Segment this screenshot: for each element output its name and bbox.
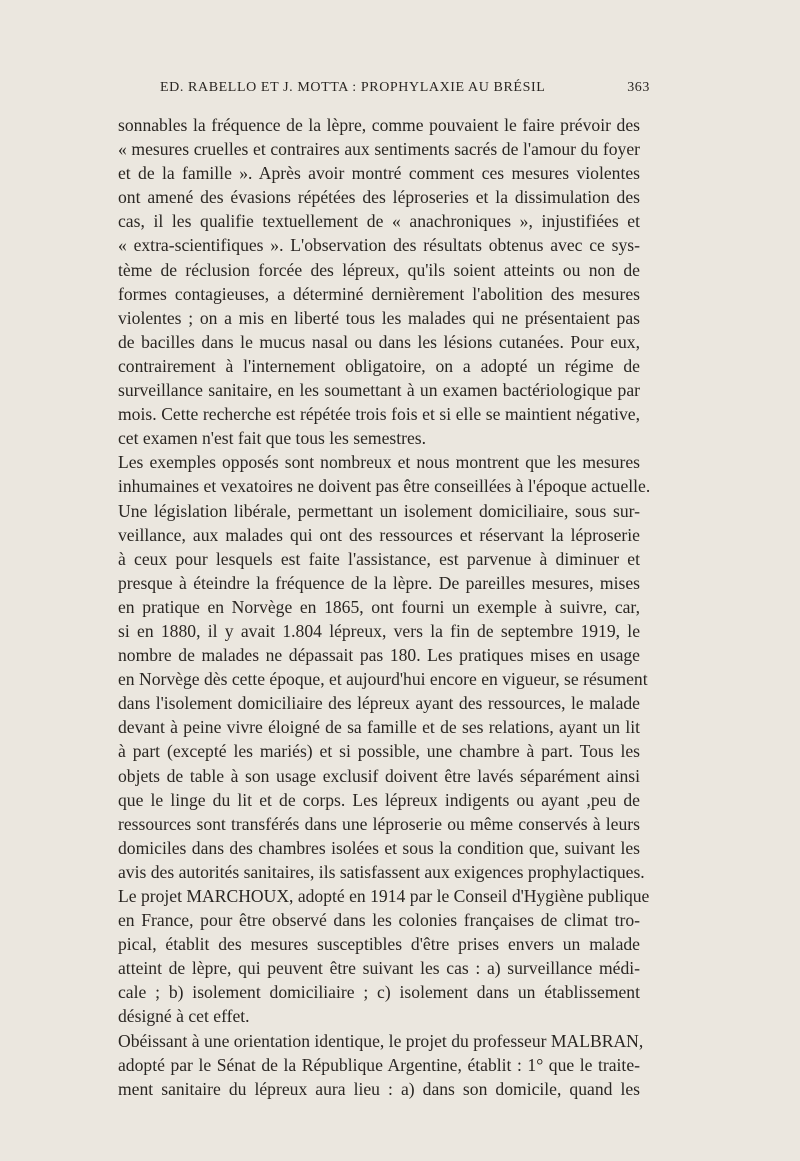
text-line: cet examen n'est fait que tous les semestres. — [118, 428, 427, 449]
text-line: ment sanitaire du lépreux aura lieu : a) dans son domicile, quand les — [118, 1078, 640, 1099]
text-line: sonnables la fréquence de la lèpre, comme pouvaient le faire prévoir des — [118, 115, 640, 135]
text-line: « extra-scientifiques ». L'observation des résultats obtenus avec ce sys- — [118, 235, 640, 256]
page-number: 363 — [627, 80, 650, 95]
text-line: contrairement à l'internement obligatoire, on a adopté un régime de — [118, 355, 640, 376]
text-line: en pratique en Norvège en 1865, ont fourni un exemple à suivre, car, — [118, 596, 640, 617]
text-line: mois. Cette recherche est répétée trois fois et si elle se maintient négative, — [118, 404, 640, 425]
text-line: ont amené des évasions répétées des léproseries et la dissimulation des — [118, 187, 640, 208]
text-line: adopté par le Sénat de la République Argentine, établit : 1° que le traite- — [118, 1054, 640, 1075]
text-line: avis des autorités sanitaires, ils satisfassent aux exigences prophylactiques. — [118, 861, 645, 882]
body-text — [118, 113, 651, 1101]
text-line: et de la famille ». Après avoir montré comment ces mesures violentes — [118, 163, 640, 184]
text-line: presque à éteindre la fréquence de la lèpre. De pareilles mesures, mises — [118, 572, 640, 593]
text-line: Obéissant à une orientation identique, le projet du professeur MALBRAN, — [118, 1030, 644, 1051]
text-line: surveillance sanitaire, en les soumettant à un examen bactériologique par — [118, 380, 640, 401]
text-line: cale ; b) isolement domiciliaire ; c) isolement dans un établissement — [118, 982, 640, 1003]
text-line: « mesures cruelles et contraires aux sentiments sacrés de l'amour du foyer — [118, 139, 640, 160]
text-line: Une législation libérale, permettant un isolement domiciliaire, sous sur- — [118, 500, 640, 521]
running-title: ED. RABELLO ET J. MOTTA : PROPHYLAXIE AU BRÉSIL — [160, 80, 546, 95]
text-line: devant à peine vivre éloigné de sa famille et de ses relations, ayant un lit — [118, 717, 640, 738]
text-line: de bacilles dans le mucus nasal ou dans les lésions cutanées. Pour eux, — [118, 331, 640, 352]
text-line: ressources sont transférés dans une léproserie ou même conservés à leurs — [118, 813, 640, 834]
text-line: si en 1880, il y avait 1.804 lépreux, vers la fin de septembre 1919, le — [118, 620, 640, 641]
text-line: inhumaines et vexatoires ne doivent pas être conseillées à l'époque actuelle. — [118, 476, 651, 497]
text-line: nombre de malades ne dépassait pas 180. Les pratiques mises en usage — [118, 645, 640, 666]
text-line: tème de réclusion forcée des lépreux, qu'ils soient atteints ou non de — [118, 259, 640, 280]
text-line: domiciles dans des chambres isolées et sous la condition que, suivant les — [118, 837, 640, 858]
text-line: veillance, aux malades qui ont des ressources et réservant la léproserie — [118, 524, 640, 545]
text-line: en Norvège dès cette époque, et aujourd'hui encore en vigueur, se résument — [118, 669, 648, 690]
text-line: à ceux pour lesquels est faite l'assistance, est parvenue à diminuer et — [118, 548, 640, 569]
text-line: Les exemples opposés sont nombreux et nous montrent que les mesures — [118, 452, 640, 473]
text-line: désigné à cet effet. — [118, 1006, 250, 1027]
text-line: Le projet MARCHOUX, adopté en 1914 par le Conseil d'Hygiène publique — [118, 886, 650, 906]
text-line: cas, il les qualifie textuellement de « anachroniques », injustifiées et — [118, 211, 640, 232]
text-line: violentes ; on a mis en liberté tous les malades qui ne présentaient pas — [118, 307, 640, 328]
text-line: en France, pour être observé dans les colonies françaises de climat tro- — [118, 910, 640, 931]
text-line: objets de table à son usage exclusif doivent être lavés séparément ainsi — [118, 765, 640, 786]
text-line: atteint de lèpre, qui peuvent être suivant les cas : a) surveillance médi- — [118, 958, 640, 979]
text-line: formes contagieuses, a déterminé dernièrement l'abolition des mesures — [118, 283, 640, 304]
text-line: que le linge du lit et de corps. Les lépreux indigents ou ayant ,peu de — [118, 789, 640, 810]
text-line: pical, établit des mesures susceptibles d'être prises envers un malade — [118, 934, 640, 955]
text-line: dans l'isolement domiciliaire des lépreux ayant des ressources, le malade — [118, 693, 640, 714]
text-line: à part (excepté les mariés) et si possible, une chambre à part. Tous les — [118, 741, 640, 762]
